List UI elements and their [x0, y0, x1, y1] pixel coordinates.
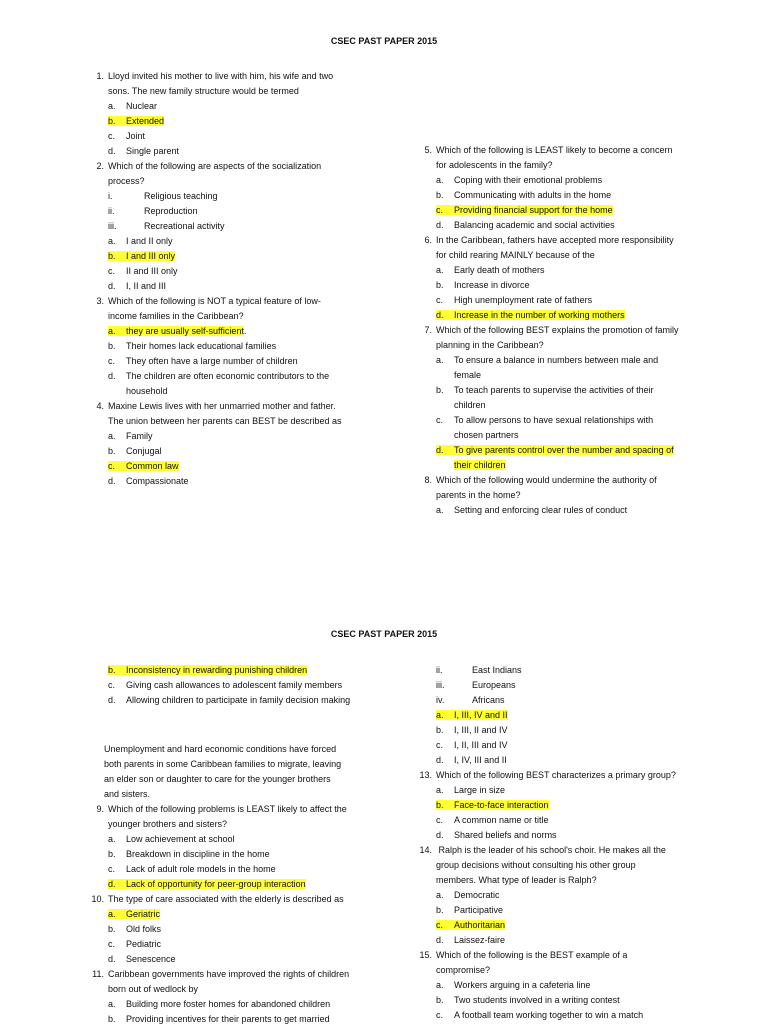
option-b-answer: b. I and III only — [108, 251, 176, 261]
option-a: a. Large in size — [436, 785, 506, 795]
option-c: c. Lack of adult role models in the home — [108, 864, 276, 874]
option-b: b. To teach parents to supervise the activities of their — [436, 385, 654, 395]
question-9: 9. Which of the following problems is LEAST likely to affect the — [96, 804, 347, 814]
page-title: CSEC PAST PAPER 2015 — [330, 36, 438, 46]
page1-left-column: 1. Lloyd invited his mother to live with him, his wife and two sons. The new family structure would be termed a. Nuclear b. Extended c. Joint d. Single parent 2. Which of the following are aspects of the socialization process? i. Religious teaching ii. Reproduction iii. Recreational activity a. I and II only b. I and III only c. II and III only d. I, II and III 3. Which of the following is NOT a typical feature of low- income families in the Caribbean? a. they are usually self-sufficient. b. Their homes lack educational families c. They often have a large number of children d. The children are often economic contributors to the household 4. Maxine Lewis lives with her unmarried mother and father. The union between her parents can BEST be described as a. Family b. Conjugal c. Common law d. Compassionate — [86, 69, 386, 489]
option-c: c. High unemployment rate of fathers — [436, 295, 593, 305]
option-d-answer: d. Increase in the number of working mothers — [436, 310, 625, 320]
option-c: c. They often have a large number of children — [108, 356, 298, 366]
option-d: d. Balancing academic and social activities — [436, 220, 615, 230]
question-6: 6. In the Caribbean, fathers have accepted more responsibility — [424, 235, 674, 245]
question-1: 1. Lloyd invited his mother to live with him, his wife and two — [96, 71, 334, 81]
question-2: 2. Which of the following are aspects of the socialization — [96, 161, 322, 171]
roman-item: i. Religious teaching — [108, 191, 218, 201]
roman-item: iv. Africans — [436, 695, 505, 705]
option-a: a. Nuclear — [108, 101, 158, 111]
option-b-answer: b. Inconsistency in rewarding punishing children — [108, 665, 308, 675]
option-c: c. A football team working together to win a match — [436, 1010, 644, 1020]
page2-right-column: ii. East Indians iii. Europeans iv. Africans a. I, III, IV and II b. I, III, II and IV c. I, II, III and IV d. I, IV, III and II 13. Which of the following BEST characterizes a primary group? a. Large in size b. Face-to-face interaction c. A common name or title d. Shared beliefs and norms 14. Ralph is the leader of his school's choir. He makes all the group decisions without consulting his other group members. What type of leader is Ralph? a. Democratic b. Participative c. Authoritarian d. Laissez-faire 15. Which of the following is the BEST example of a compromise? a. Workers arguing in a cafeteria line b. Two students involved in a writing contest c. A football team working together to win a match — [414, 663, 714, 1023]
question-8: 8. Which of the following would undermine the authority of — [424, 475, 657, 485]
question-11: 11. Caribbean governments have improved the rights of children — [92, 969, 350, 979]
option-c: c. Pediatric — [108, 939, 162, 949]
option-b: b. Increase in divorce — [436, 280, 530, 290]
option-a: a. Family — [108, 431, 153, 441]
roman-item: iii. Europeans — [436, 680, 516, 690]
option-b-answer: b. Face-to-face interaction — [436, 800, 549, 810]
question-4: 4. Maxine Lewis lives with her unmarried mother and father. — [96, 401, 336, 411]
option-a: a. Coping with their emotional problems — [436, 175, 603, 185]
option-b: b. Conjugal — [108, 446, 162, 456]
question-3: 3. Which of the following is NOT a typical feature of low- — [96, 296, 321, 306]
option-a: a. Low achievement at school — [108, 834, 235, 844]
option-c: c. A common name or title — [436, 815, 549, 825]
option-c-answer: c. Providing financial support for the home — [436, 205, 613, 215]
option-c: c. I, II, III and IV — [436, 740, 508, 750]
option-b: b. Breakdown in discipline in the home — [108, 849, 270, 859]
roman-item: ii. Reproduction — [108, 206, 198, 216]
option-a-answer: a. Geriatric — [108, 909, 161, 919]
option-b: b. I, III, II and IV — [436, 725, 508, 735]
option-c: c. To allow persons to have sexual relationships with — [436, 415, 654, 425]
option-d: d. Allowing children to participate in family decision making — [108, 695, 351, 705]
option-d-answer: d. Lack of opportunity for peer-group interaction — [108, 879, 306, 889]
option-d: d. Shared beliefs and norms — [436, 830, 557, 840]
option-b: b. Two students involved in a writing contest — [436, 995, 620, 1005]
page2-left-column — [86, 663, 386, 708]
option-d: d. Compassionate — [108, 476, 189, 486]
page1-right-column: 5. Which of the following is LEAST likely to become a concern for adolescents in the family? a. Coping with their emotional problems b. Communicating with adults in the home c. Providing financial support for the home d. Balancing academic and social activities 6. In the Caribbean, fathers have accepted more responsibility for child rearing MAINLY because of the a. Early death of mothers b. Increase in divorce c. High unemployment rate of fathers d. Increase in the number of working mothers 7. Which of the following BEST explains the promotion of family planning in the Caribbean? a. To ensure a balance in numbers between male and female b. To teach parents to supervise the activities of their children c. To allow persons to have sexual relationships with chosen partners d. To give parents control over the number and spacing of their children 8. Which of the following would undermine the authority of parents in the home? a. Setting and enforcing clear rules of conduct — [414, 143, 714, 518]
roman-item: ii. East Indians — [436, 665, 522, 675]
option-d-answer: d. To give parents control over the number and spacing of — [436, 445, 674, 455]
option-b-answer: b. Extended — [108, 116, 165, 126]
page-title: CSEC PAST PAPER 2015 — [330, 629, 438, 639]
option-a: a. Workers arguing in a cafeteria line — [436, 980, 591, 990]
option-d: d. Laissez-faire — [436, 935, 506, 945]
option-b: b. Participative — [436, 905, 504, 915]
option-b: b. Providing incentives for their parents to get married — [108, 1014, 330, 1024]
option-a-answer: a. they are usually self-sufficient. — [108, 326, 247, 336]
option-d: d. Senescence — [108, 954, 176, 964]
option-a: a. I and II only — [108, 236, 173, 246]
option-a: a. Democratic — [436, 890, 500, 900]
question-10: 10. The type of care associated with the elderly is described as — [91, 894, 344, 904]
page2-left-questions: 9. Which of the following problems is LEAST likely to affect the younger brothers and sisters? a. Low achievement at school b. Breakdown in discipline in the home c. Lack of adult role models in the home d. Lack of opportunity for peer-group interaction 10. The type of care associated with the elderly is described as a. Geriatric b. Old folks c. Pediatric d. Senescence 11. Caribbean governments have improved the rights of children born out of wedlock by a. Building more foster homes for abandoned children b. Providing incentives for their parents to get married — [86, 802, 386, 1027]
option-c: c. Joint — [108, 131, 146, 141]
option-a: a. Early death of mothers — [436, 265, 545, 275]
stimulus-passage: Unemployment and hard economic conditions have forced both parents in some Caribbean families to migrate, leaving an elder son or daughter to care for the younger brothers and sisters. — [104, 744, 342, 799]
option-d: d. Single parent — [108, 146, 180, 156]
question-14: 14. Ralph is the leader of his school's choir. He makes all the — [419, 845, 666, 855]
option-b: b. Communicating with adults in the home — [436, 190, 612, 200]
option-d: d. I, II and III — [108, 281, 167, 291]
option-d: d. The children are often economic contributors to the — [108, 371, 330, 381]
question-15: 15. Which of the following is the BEST example of a — [419, 950, 628, 960]
option-c-answer: c. Authoritarian — [436, 920, 506, 930]
option-a: a. To ensure a balance in numbers between male and — [436, 355, 659, 365]
question-7: 7. Which of the following BEST explains the promotion of family — [424, 325, 679, 335]
option-c: c. Giving cash allowances to adolescent family members — [108, 680, 343, 690]
option-a: a. Setting and enforcing clear rules of conduct — [436, 505, 628, 515]
option-b: b. Old folks — [108, 924, 162, 934]
option-b: b. Their homes lack educational families — [108, 341, 277, 351]
option-a: a. Building more foster homes for abandoned children — [108, 999, 331, 1009]
option-a-answer: a. I, III, IV and II — [436, 710, 508, 720]
option-d: d. I, IV, III and II — [436, 755, 507, 765]
option-c: c. II and III only — [108, 266, 178, 276]
question-5: 5. Which of the following is LEAST likely to become a concern — [424, 145, 673, 155]
question-13: 13. Which of the following BEST characterizes a primary group? — [419, 770, 676, 780]
roman-item: iii. Recreational activity — [108, 221, 225, 231]
option-c-answer: c. Common law — [108, 461, 179, 471]
